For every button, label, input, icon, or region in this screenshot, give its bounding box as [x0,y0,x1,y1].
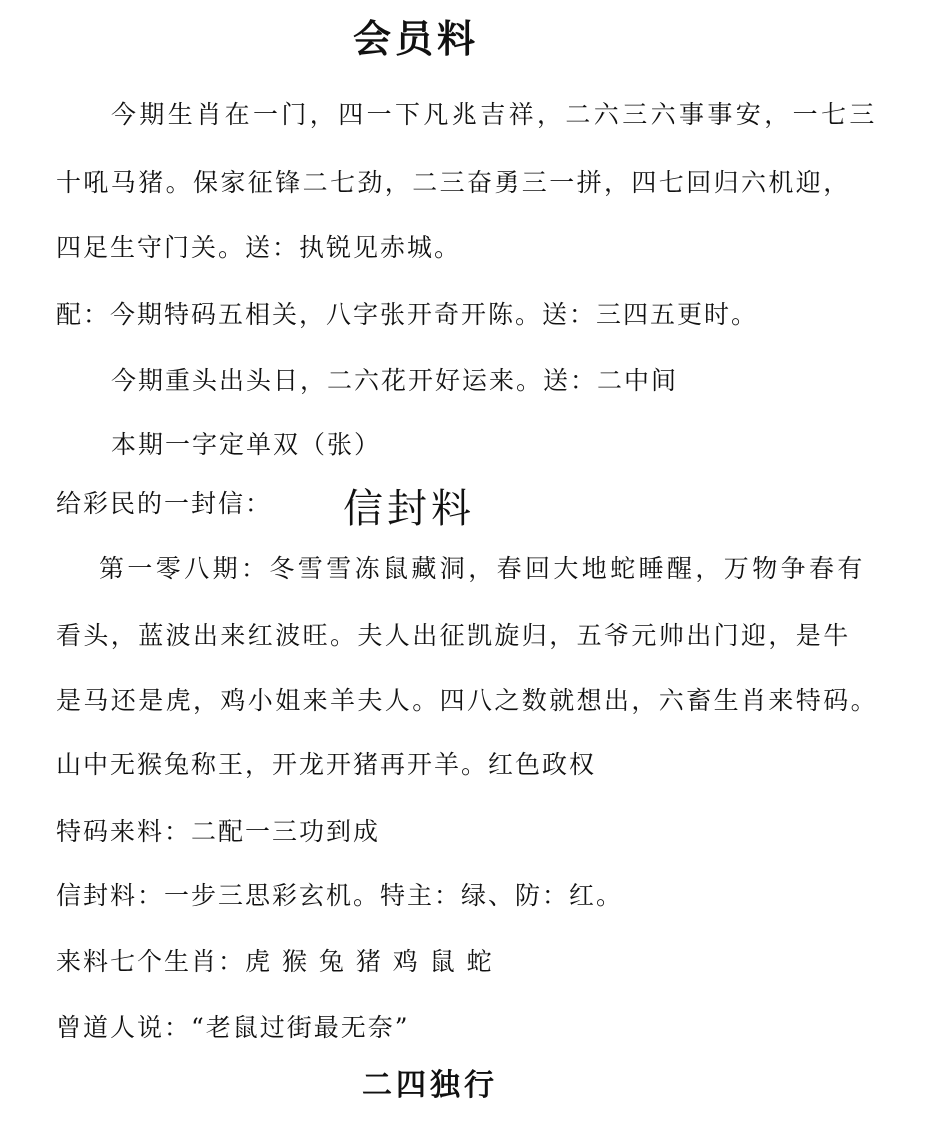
member-line-3: 四足生守门关。送：执锐见赤城。 [56,233,462,262]
letter-line-4: 山中无猴兔称王，开龙开猪再开羊。红色政权 [56,750,597,779]
letter-line-1: 第一零八期：冬雪雪冻鼠藏洞，春回大地蛇睡醒，万物争春有 [99,554,866,583]
letter-line-7: 来料七个生肖：虎 猴 兔 猪 鸡 鼠 蛇 [56,947,494,976]
letter-line-8: 曾道人说：“老鼠过街最无奈” [56,1013,410,1042]
member-line-4: 配：今期特码五相关，八字张开奇开陈。送：三四五更时。 [56,300,759,329]
footer-title: 二四独行 [362,1068,498,1103]
member-line-1: 今期生肖在一门，四一下凡兆吉祥，二六三六事事安，一七三 [111,100,878,129]
member-line-6: 本期一字定单双（张） [111,430,382,459]
letter-title: 信封料 [343,486,475,532]
letter-line-2: 看头，蓝波出来红波旺。夫人出征凯旋归，五爷元帅出门迎，是牛 [56,621,851,650]
letter-line-3: 是马还是虎，鸡小姐来羊夫人。四八之数就想出，六畜生肖来特码。 [56,686,879,715]
member-line-5: 今期重头出头日，二六花开好运来。送：二中间 [111,366,679,395]
letter-line-5: 特码来料：二配一三功到成 [56,817,381,846]
page-title: 会员料 [353,16,480,61]
letter-line-6: 信封料：一步三思彩玄机。特主：绿、防：红。 [56,881,624,910]
member-line-2: 十吼马猪。保家征锋二七劲，二三奋勇三一拼，四七回归六机迎， [56,168,851,197]
letter-label: 给彩民的一封信： [56,489,273,518]
